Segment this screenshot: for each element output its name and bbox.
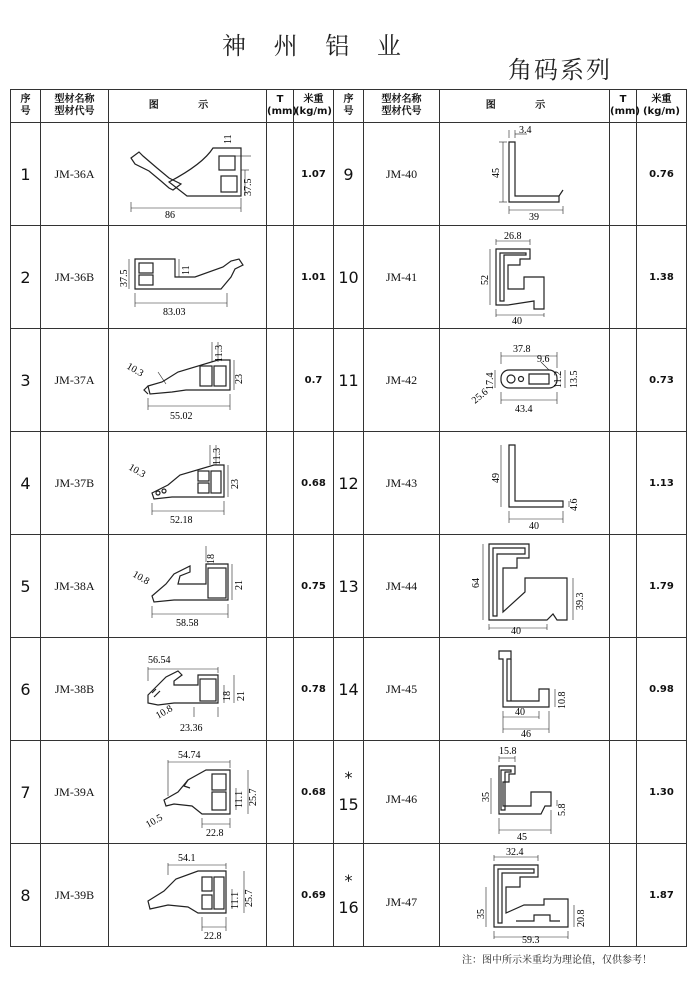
dim-label: 37.5 [242, 178, 254, 196]
dim-label: 40 [528, 521, 539, 532]
dim-label: 32.4 [505, 847, 523, 858]
table-row [11, 638, 687, 741]
profile-drawing-jm-37b [118, 435, 258, 531]
dim-label: 26.8 [503, 231, 521, 242]
profile-drawing [440, 844, 610, 947]
profile-drawing-jm-44 [455, 538, 595, 637]
thickness-cell [267, 844, 294, 947]
item-number: * 16 [334, 844, 364, 947]
profile-drawing [109, 432, 267, 535]
item-code: JM-36B [41, 226, 109, 329]
header-weight: 米重 (kg/m) [637, 90, 687, 123]
dim-label: 21 [235, 691, 247, 701]
dim-label: 11.2 [552, 370, 564, 388]
profile-drawing [109, 329, 267, 432]
dim-label: 5.8 [556, 803, 568, 816]
weight-value: 0.78 [294, 638, 334, 741]
company-title: 神 州 铝 业 [222, 32, 411, 60]
header-thickness: T (mm) [610, 90, 637, 123]
header-no: 序 号 [334, 90, 364, 123]
weight-value: 0.69 [294, 844, 334, 947]
dim-label: 54.1 [177, 853, 195, 864]
dim-label: 11.1 [229, 891, 241, 909]
dim-label: 22.8 [203, 931, 221, 942]
profile-drawing-jm-37a [118, 332, 258, 428]
weight-value: 1.87 [637, 844, 687, 947]
dim-label: 56.54 [147, 655, 170, 666]
item-number: 6 [11, 638, 41, 741]
thickness-cell [610, 741, 637, 844]
profile-drawing [440, 638, 610, 741]
profile-drawing [440, 123, 610, 226]
dim-label: 39 [528, 212, 539, 223]
item-code: JM-47 [364, 844, 440, 947]
profile-drawing-jm-39b [118, 847, 258, 943]
weight-value: 1.38 [637, 226, 687, 329]
header-no: 序 号 [11, 90, 41, 123]
thickness-cell [610, 844, 637, 947]
dim-label: 52 [479, 275, 491, 285]
thickness-cell [267, 123, 294, 226]
dim-label: 15.8 [498, 746, 516, 757]
item-code: JM-37B [41, 432, 109, 535]
weight-value: 0.75 [294, 535, 334, 638]
item-number: 13 [334, 535, 364, 638]
dim-label: 11.3 [213, 344, 225, 362]
weight-value: 1.01 [294, 226, 334, 329]
weight-value: 0.73 [637, 329, 687, 432]
table-row [11, 123, 687, 226]
profile-drawing-jm-40 [465, 126, 585, 222]
dim-label: 13.5 [568, 370, 580, 388]
dim-label: 10.3 [124, 361, 145, 380]
item-number: 14 [334, 638, 364, 741]
item-number: * 15 [334, 741, 364, 844]
dim-label: 10.5 [143, 812, 165, 831]
profile-drawing-jm-47 [450, 847, 600, 946]
weight-value: 0.68 [294, 432, 334, 535]
profile-drawing-jm-43 [465, 435, 585, 531]
dim-label: 83.03 [162, 307, 185, 318]
thickness-cell [610, 638, 637, 741]
item-code: JM-41 [364, 226, 440, 329]
item-code: JM-39A [41, 741, 109, 844]
thickness-cell [267, 741, 294, 844]
item-number: 12 [334, 432, 364, 535]
dim-label: 25.6 [469, 386, 490, 407]
header-name: 型材名称 型材代号 [364, 90, 440, 123]
thickness-cell [610, 226, 637, 329]
table-row [11, 535, 687, 638]
thickness-cell [610, 535, 637, 638]
dim-label: 86 [164, 210, 175, 221]
dim-label: 45 [490, 168, 502, 178]
weight-value: 0.76 [637, 123, 687, 226]
table-row [11, 741, 687, 844]
profile-drawing-jm-38a [118, 538, 258, 634]
item-number: 4 [11, 432, 41, 535]
profile-drawing-jm-39a [118, 744, 258, 840]
profile-drawing [440, 741, 610, 844]
dim-label: 11 [222, 134, 234, 144]
item-number: 8 [11, 844, 41, 947]
dim-label: 64 [470, 578, 482, 588]
profile-drawing-jm-41 [460, 229, 590, 325]
thickness-cell [267, 226, 294, 329]
dim-label: 40 [511, 316, 522, 327]
profile-drawing [109, 123, 267, 226]
dim-label: 23.36 [179, 723, 202, 734]
dim-label: 35 [480, 792, 492, 802]
dim-label: 11 [180, 265, 192, 275]
dim-label: 52.18 [169, 515, 192, 526]
item-number: 5 [11, 535, 41, 638]
table-row [11, 329, 687, 432]
dim-label: 49 [490, 473, 502, 483]
item-code: JM-43 [364, 432, 440, 535]
dim-label: 54.74 [177, 750, 200, 761]
dim-label: 11.1 [233, 790, 245, 808]
series-title: 角码系列 [508, 56, 612, 84]
header-thickness: T (mm) [267, 90, 294, 123]
star-mark: * [344, 767, 353, 787]
dim-label: 35 [475, 909, 487, 919]
item-code: JM-39B [41, 844, 109, 947]
thickness-cell [267, 432, 294, 535]
dim-label: 59.3 [521, 935, 539, 946]
profile-drawing-jm-45 [455, 641, 595, 740]
dim-label: 10.3 [126, 462, 147, 481]
profile-drawing [109, 535, 267, 638]
weight-value: 1.30 [637, 741, 687, 844]
item-number: 11 [334, 329, 364, 432]
item-number: 10 [334, 226, 364, 329]
item-code: JM-40 [364, 123, 440, 226]
profile-drawing-jm-42 [445, 332, 605, 428]
dim-label: 58.58 [175, 618, 198, 629]
header-row [11, 90, 687, 123]
dim-label: 45 [516, 832, 527, 843]
item-code: JM-38B [41, 638, 109, 741]
dim-label: 55.02 [169, 411, 192, 422]
dim-label: 22.8 [205, 828, 223, 839]
thickness-cell [267, 535, 294, 638]
dim-label: 9.6 [536, 354, 549, 365]
profile-drawing [440, 535, 610, 638]
header-name: 型材名称 型材代号 [41, 90, 109, 123]
weight-value: 0.98 [637, 638, 687, 741]
table-row [11, 226, 687, 329]
profile-drawing-jm-38b [118, 641, 258, 737]
dim-label: 25.7 [243, 889, 255, 907]
dim-label: 18 [221, 691, 233, 701]
weight-value: 1.79 [637, 535, 687, 638]
dim-label: 40 [514, 707, 525, 718]
dim-label: 18 [205, 554, 217, 564]
weight-value: 1.07 [294, 123, 334, 226]
weight-value: 0.68 [294, 741, 334, 844]
dim-label: 17.4 [484, 372, 496, 390]
dim-label: 43.4 [514, 404, 532, 415]
item-code: JM-45 [364, 638, 440, 741]
dim-label: 37.8 [512, 344, 530, 355]
profile-drawing [440, 432, 610, 535]
item-code: JM-36A [41, 123, 109, 226]
item-number: 9 [334, 123, 364, 226]
item-code: JM-38A [41, 535, 109, 638]
dim-label: 21 [233, 580, 245, 590]
dim-label: 10.8 [556, 691, 568, 709]
item-code: JM-37A [41, 329, 109, 432]
thickness-cell [267, 638, 294, 741]
thickness-cell [267, 329, 294, 432]
header-figure: 图 示 [109, 90, 267, 123]
header-figure: 图 示 [440, 90, 610, 123]
weight-value: 1.13 [637, 432, 687, 535]
item-number: 2 [11, 226, 41, 329]
thickness-cell [610, 329, 637, 432]
item-number: 1 [11, 123, 41, 226]
item-code: JM-46 [364, 741, 440, 844]
dim-label: 4.6 [568, 498, 580, 511]
item-code: JM-44 [364, 535, 440, 638]
profile-drawing-jm-46 [455, 744, 595, 843]
profile-drawing [109, 844, 267, 947]
item-code: JM-42 [364, 329, 440, 432]
thickness-cell [610, 432, 637, 535]
profile-drawing [109, 638, 267, 741]
profile-drawing [109, 226, 267, 329]
dim-label: 40 [510, 626, 521, 637]
profile-catalog-table [10, 89, 687, 947]
dim-label: 20.8 [575, 909, 587, 927]
profile-drawing-jm-36b [113, 229, 263, 325]
weight-value: 0.7 [294, 329, 334, 432]
dim-label: 11.3 [211, 447, 223, 465]
dim-label: 25.7 [247, 788, 259, 806]
dim-label: 23 [233, 374, 245, 384]
item-number: 3 [11, 329, 41, 432]
dim-label: 10.8 [130, 569, 151, 588]
dim-label: 23 [229, 479, 241, 489]
thickness-cell [610, 123, 637, 226]
footnote: 注：图中所示米重均为理论值，仅供参考！ [462, 955, 652, 966]
table-row [11, 432, 687, 535]
profile-drawing-jm-36a [113, 126, 263, 222]
star-mark: * [344, 870, 353, 890]
profile-drawing [440, 329, 610, 432]
profile-drawing [109, 741, 267, 844]
dim-label: 37.5 [118, 269, 130, 287]
item-number: 7 [11, 741, 41, 844]
dim-label: 39.3 [574, 592, 586, 610]
table-row [11, 844, 687, 947]
dim-label: 3.4 [518, 125, 531, 136]
dim-label: 10.8 [153, 703, 175, 722]
profile-drawing [440, 226, 610, 329]
header-weight: 米重 (kg/m) [294, 90, 334, 123]
dim-label: 46 [520, 729, 531, 740]
